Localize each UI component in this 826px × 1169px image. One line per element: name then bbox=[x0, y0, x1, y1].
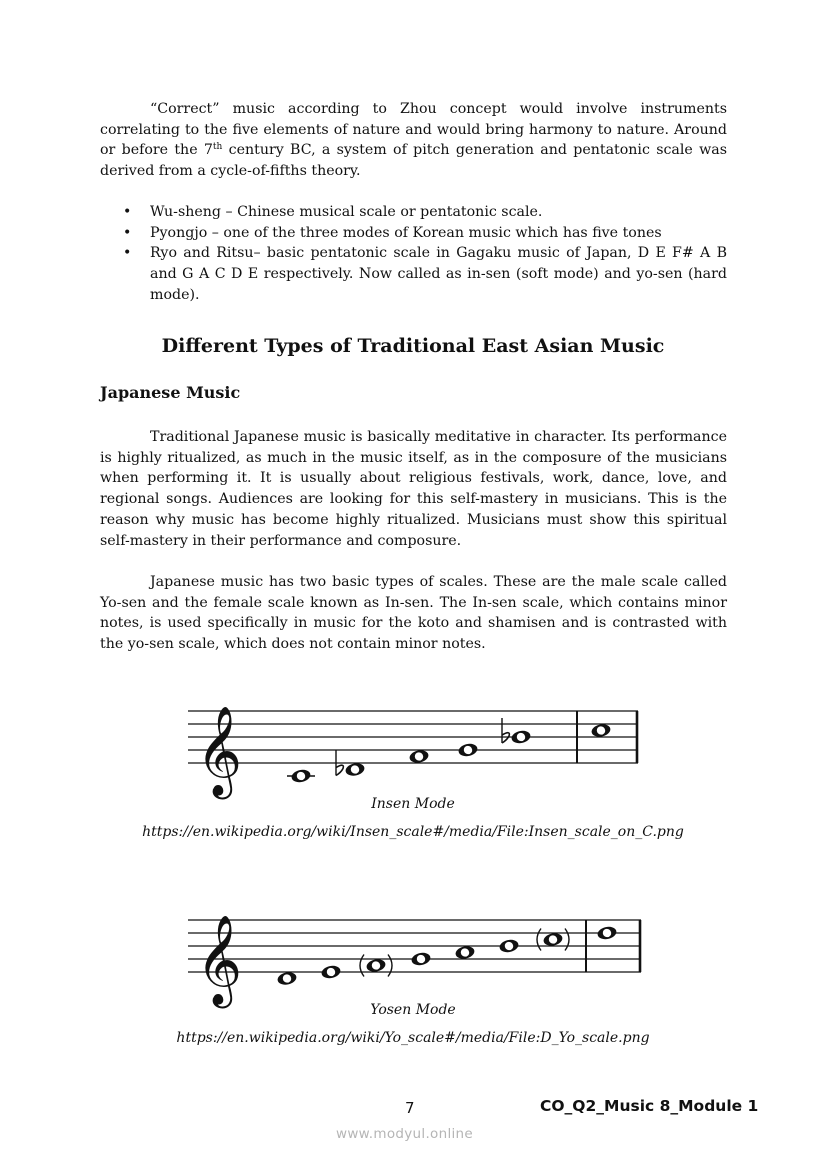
whole-note-head bbox=[365, 958, 386, 974]
note-G4 bbox=[410, 951, 431, 967]
paragraph-japanese-music-1 bbox=[100, 427, 727, 551]
yosen-staff bbox=[188, 915, 641, 1009]
watermark: www.modyul.online bbox=[336, 1126, 474, 1142]
whole-note-hollow bbox=[349, 764, 361, 776]
intro-text-b: century BC, a system of pitch generation and pentatonic scale was derived from a cycle-of-fifths theory. bbox=[100, 142, 727, 180]
whole-note-head bbox=[276, 971, 297, 987]
note-B4 bbox=[498, 938, 519, 954]
whole-note-hollow bbox=[547, 934, 559, 946]
whole-note-head bbox=[290, 768, 311, 784]
whole-note-head bbox=[542, 932, 563, 948]
bullet-text: Wu-sheng – Chinese musical scale or pentatonic scale. bbox=[150, 204, 543, 220]
note-F4 bbox=[360, 955, 392, 977]
right-paren-icon bbox=[565, 929, 569, 951]
whole-note-head bbox=[408, 749, 429, 765]
intro-paragraph bbox=[100, 99, 727, 182]
whole-note-hollow bbox=[325, 966, 337, 978]
bullet-icon: • bbox=[123, 245, 132, 262]
whole-note-head bbox=[498, 938, 519, 954]
whole-note-head bbox=[320, 964, 341, 980]
whole-note-head bbox=[454, 945, 475, 961]
bullet-text: Pyongjo – one of the three modes of Korean music which has five tones bbox=[150, 224, 662, 241]
left-paren-icon bbox=[537, 929, 541, 951]
bullet-icon: • bbox=[123, 224, 132, 241]
note-E4 bbox=[320, 964, 341, 980]
intro-text-a: “Correct” music according to Zhou concept would involve instruments correlating to the five elements of nature and would bring harmony to nature. Around or before the 7 bbox=[100, 101, 727, 159]
note-B4 bbox=[502, 718, 532, 745]
yosen-source-link[interactable]: https://en.wikipedia.org/wiki/Yo_scale#/media/File:D_Yo_scale.png bbox=[176, 1030, 650, 1046]
note-C4 bbox=[287, 768, 315, 784]
note-C5 bbox=[537, 929, 569, 951]
whole-note-hollow bbox=[370, 960, 382, 972]
whole-note-hollow bbox=[515, 731, 527, 743]
whole-note-hollow bbox=[601, 927, 613, 939]
bullet-icon: • bbox=[123, 204, 132, 220]
paragraph-text: Japanese music has two basic types of scales. These are the male scale called Yo-sen and the female scale known as In-sen. The In-sen scale, which contains minor notes, is used specifically in music for the koto and shamisen and is contrasted with the yo-sen scale, which does not contain minor notes. bbox=[100, 574, 727, 653]
subsection-title: Japanese Music bbox=[100, 383, 241, 402]
bullet-text: Ryo and Ritsu– basic pentatonic scale in Gagaku music of Japan, D E F# A B and G A C D E respectively. Now called as in-sen (soft mode) and yo-sen (hard mode). bbox=[150, 245, 727, 303]
bullet-list bbox=[100, 202, 727, 306]
paragraph-japanese-music-2 bbox=[100, 572, 727, 655]
whole-note-hollow bbox=[415, 953, 427, 965]
superscript-th: th bbox=[212, 142, 223, 153]
flat-icon-bowl bbox=[336, 765, 343, 775]
whole-note-hollow bbox=[413, 751, 425, 763]
insen-source-link[interactable]: https://en.wikipedia.org/wiki/Insen_scale#/media/File:Insen_scale_on_C.png bbox=[142, 824, 684, 840]
paragraph-text: Traditional Japanese music is basically meditative in character. Its performance is highly ritualized, as much in the music itself, as in the composure of the musicians when performing it. It is usually about religious festivals, work, dance, love, and regional songs. Audiences are looking for this self-mastery in musicians. This is the reason why music has become highly ritualized. Musicians must show this spiritual self-mastery in their performance and composure. bbox=[100, 429, 727, 549]
whole-note-head bbox=[410, 951, 431, 967]
module-code: CO_Q2_Music 8_Module 1 bbox=[540, 1097, 759, 1115]
whole-note-head bbox=[457, 742, 478, 758]
whole-note-hollow bbox=[595, 725, 607, 737]
whole-note-head bbox=[510, 729, 531, 745]
whole-note-hollow bbox=[503, 940, 515, 952]
flat-icon-bowl bbox=[502, 733, 509, 743]
note-F4 bbox=[408, 749, 429, 765]
insen-staff bbox=[188, 706, 638, 800]
bullet-item-ryo-ritsu bbox=[100, 243, 727, 305]
note-C5 bbox=[590, 723, 611, 739]
whole-note-hollow bbox=[462, 744, 474, 756]
yosen-caption: Yosen Mode bbox=[370, 1002, 456, 1018]
whole-note-head bbox=[596, 925, 617, 941]
whole-note-head bbox=[344, 762, 365, 778]
section-title: Different Types of Traditional East Asian Music bbox=[161, 335, 665, 357]
treble-clef-icon: 𝄞 bbox=[196, 915, 243, 1005]
right-paren-icon bbox=[388, 955, 392, 977]
note-D5 bbox=[596, 925, 617, 941]
note-D4 bbox=[336, 751, 366, 778]
whole-note-hollow bbox=[459, 947, 471, 959]
left-paren-icon bbox=[360, 955, 364, 977]
whole-note-head bbox=[590, 723, 611, 739]
note-D4 bbox=[276, 971, 297, 987]
note-G4 bbox=[457, 742, 478, 758]
treble-clef-icon: 𝄞 bbox=[196, 706, 243, 796]
whole-note-hollow bbox=[281, 973, 293, 985]
note-A4 bbox=[454, 945, 475, 961]
page-number: 7 bbox=[405, 1099, 415, 1117]
insen-caption: Insen Mode bbox=[371, 796, 455, 812]
whole-note-hollow bbox=[295, 770, 307, 782]
bullet-item-wu-sheng bbox=[100, 202, 727, 223]
bullet-item-pyongjo bbox=[100, 223, 727, 244]
